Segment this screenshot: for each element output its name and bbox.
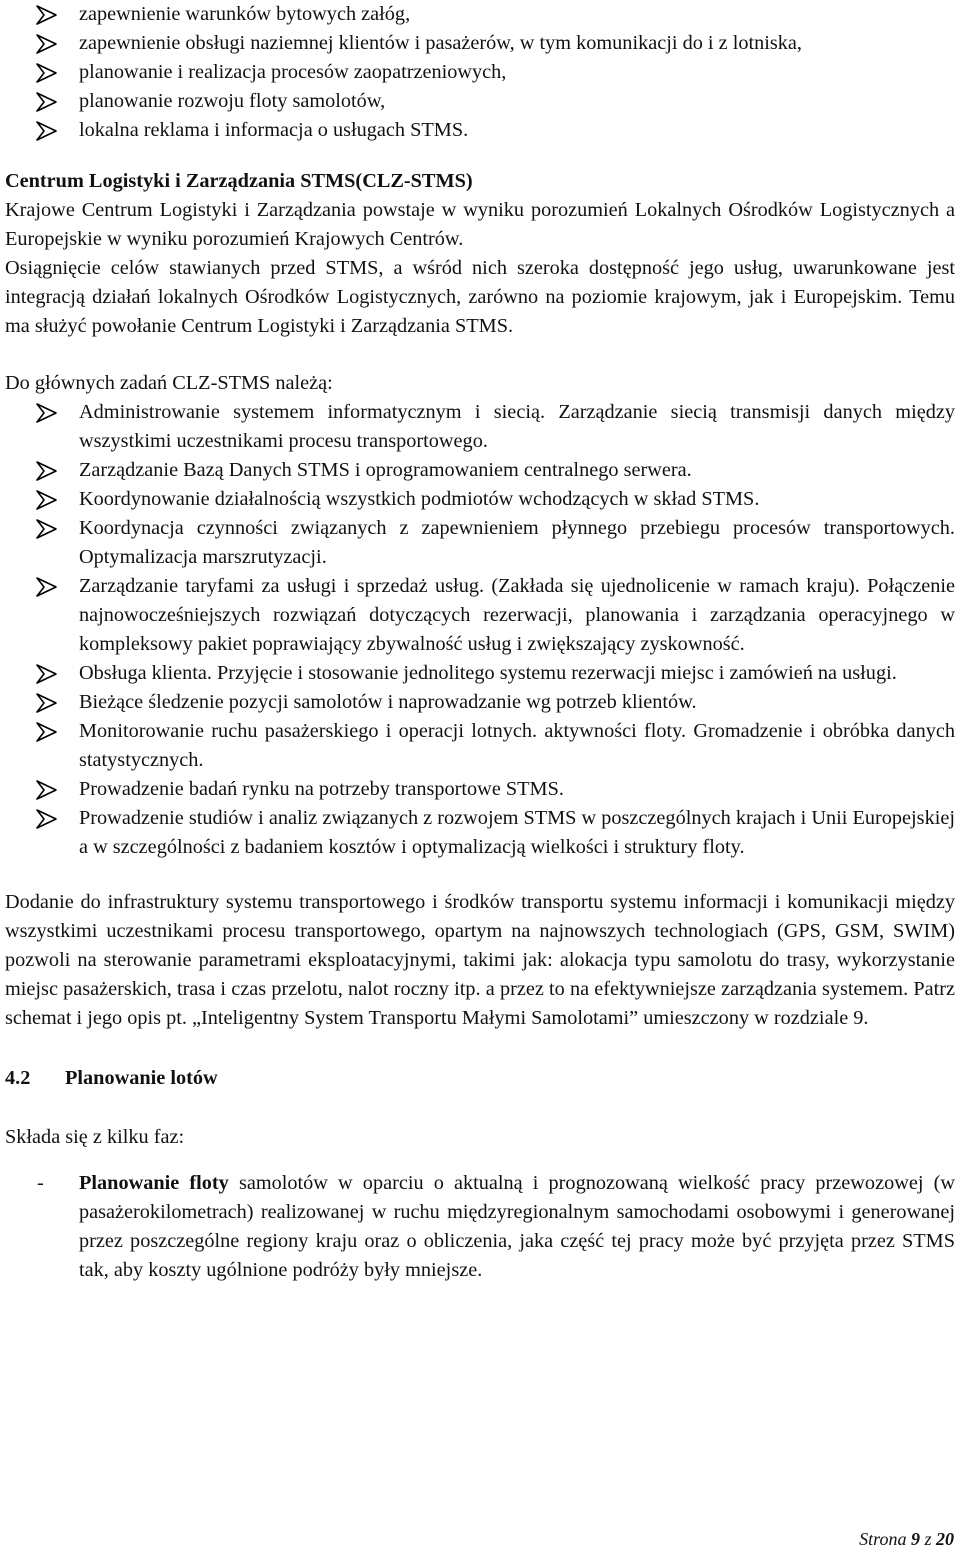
task-text: Prowadzenie badań rynku na potrzeby transportowe STMS. <box>79 778 564 800</box>
list-item <box>5 775 955 804</box>
list-item <box>5 717 955 775</box>
bullet-text: planowanie i realizacja procesów zaopatrzeniowych, <box>79 61 507 83</box>
footer-prefix: Strona <box>859 1529 911 1549</box>
arrow-bullet-icon <box>35 808 59 830</box>
top-bullet-list <box>5 0 955 145</box>
list-item <box>5 87 955 116</box>
footer-page-total: 20 <box>936 1529 954 1549</box>
list-item <box>5 29 955 58</box>
bullet-text: zapewnienie obsługi naziemnej klientów i pasażerów, w tym komunikacji do i z lotniska, <box>79 32 802 54</box>
task-text: Monitorowanie ruchu pasażerskiego i operacji lotnych. aktywności floty. Gromadzenie i obróbka danych statystycznych. <box>79 720 955 771</box>
bullet-text: lokalna reklama i informacja o usługach STMS. <box>79 119 469 141</box>
tasks-intro: Do głównych zadań CLZ-STMS należą: <box>5 372 333 394</box>
section-title: Planowanie lotów <box>65 1067 218 1089</box>
task-text: Zarządzanie Bazą Danych STMS i oprogramowaniem centralnego serwera. <box>79 459 692 481</box>
list-item <box>5 398 955 456</box>
task-text: Zarządzanie taryfami za usługi i sprzedaż usług. (Zakłada się ujednolicenie w ramach kraju). Połączenie najnowocześniejszych rozwiązań dotyczących rezerwacji, planowania i zarządzania operacyjnego w kompleksowy pakiet poprawiający zbywalność usług i zwiększający zyskowność. <box>79 575 955 655</box>
list-item <box>5 688 955 717</box>
arrow-bullet-icon <box>35 91 59 113</box>
arrow-bullet-icon <box>35 402 59 424</box>
bullet-text: zapewnienie warunków bytowych załóg, <box>79 3 411 25</box>
clz-paragraph: Osiągnięcie celów stawianych przed STMS, a wśród nich szeroka dostępność jego usług, uwarunkowane jest integracją działań lokalnych Ośrodków Logistycznych, zarówno na poziomie krajowym, jak i Europejskim. Temu ma służyć powołanie Centrum Logistyki i Zarządzania STMS. <box>5 257 955 337</box>
arrow-bullet-icon <box>35 33 59 55</box>
arrow-bullet-icon <box>35 489 59 511</box>
phases-list <box>5 1169 955 1285</box>
arrow-bullet-icon <box>35 62 59 84</box>
list-item <box>5 485 955 514</box>
list-item <box>5 116 955 145</box>
list-item <box>5 804 955 862</box>
clz-paragraph: Krajowe Centrum Logistyki i Zarządzania powstaje w wyniku porozumień Lokalnych Ośrodków Logistycznych a Europejskie w wyniku porozumień Krajowych Centrów. <box>5 199 955 250</box>
list-item <box>5 659 955 688</box>
list-item <box>5 514 955 572</box>
arrow-bullet-icon <box>35 120 59 142</box>
list-item <box>5 572 955 659</box>
task-text: Bieżące śledzenie pozycji samolotów i naprowadzanie wg potrzeb klientów. <box>79 691 697 713</box>
infrastructure-paragraph: Dodanie do infrastruktury systemu transportowego i środków transportu systemu informacji i komunikacji między wszystkimi uczestnikami procesu transportowego, opartym na najnowszych technologiach (GPS, GSM, SWIM) pozwoli na sterowanie parametrami eksploatacyjnymi, takimi jak: alokacja typu samolotu do trasy, wykorzystanie miejsc pasażerskich, trasa i czas przelotu, nalot roczny itp. a przez to na efektywniejsze zarządzania systemem. Patrz schemat i jego opis pt. „Inteligentny System Transportu Małymi Samolotami” umieszczony w rozdziale 9. <box>5 891 955 1029</box>
arrow-bullet-icon <box>35 663 59 685</box>
arrow-bullet-icon <box>35 576 59 598</box>
list-item <box>5 0 955 29</box>
footer-page-number: 9 <box>910 1529 920 1549</box>
task-text: Koordynacja czynności związanych z zapewnieniem płynnego przebiegu procesów transportowych. Optymalizacja marszrutyzacji. <box>79 517 955 568</box>
arrow-bullet-icon <box>35 721 59 743</box>
phase-title: Planowanie floty <box>79 1172 229 1194</box>
task-text: Koordynowanie działalnością wszystkich podmiotów wchodzących w skład STMS. <box>79 488 760 510</box>
dash-bullet: - <box>37 1172 44 1194</box>
task-text: Prowadzenie studiów i analiz związanych z rozwojem STMS w poszczególnych krajach i Unii Europejskiej a w szczególności z badaniem kosztów i optymalizacją wielkości i struktury floty. <box>79 807 955 858</box>
list-item <box>5 1169 955 1285</box>
clz-heading: Centrum Logistyki i Zarządzania STMS(CLZ-STMS) <box>5 170 473 192</box>
section-number: 4.2 <box>5 1067 31 1089</box>
arrow-bullet-icon <box>35 4 59 26</box>
task-text: Administrowanie systemem informatycznym i siecią. Zarządzanie siecią transmisji danych między wszystkimi uczestnikami procesu transportowego. <box>79 401 955 452</box>
bullet-text: planowanie rozwoju floty samolotów, <box>79 90 386 112</box>
section-heading <box>5 1064 955 1093</box>
arrow-bullet-icon <box>35 460 59 482</box>
page-footer <box>859 1529 954 1550</box>
phases-intro: Składa się z kilku faz: <box>5 1126 185 1148</box>
task-text: Obsługa klienta. Przyjęcie i stosowanie jednolitego systemu rezerwacji miejsc i zamówień na usługi. <box>79 662 897 684</box>
list-item <box>5 58 955 87</box>
tasks-list <box>5 398 955 862</box>
arrow-bullet-icon <box>35 518 59 540</box>
document-page <box>5 0 955 1285</box>
arrow-bullet-icon <box>35 692 59 714</box>
phase-text: samolotów w oparciu o aktualną i prognozowaną wielkość pracy przewozowej (w pasażerokilometrach) realizowanej w ruchu międzyregionalnym samochodami osobowymi i generowanej przez poszczególne regiony kraju oraz o obliczenia, jaka część tej pracy może być przyjęta przez STMS tak, aby koszty ugólnione podróży były mniejsze. <box>79 1172 956 1281</box>
list-item <box>5 456 955 485</box>
footer-middle: z <box>919 1529 936 1549</box>
arrow-bullet-icon <box>35 779 59 801</box>
